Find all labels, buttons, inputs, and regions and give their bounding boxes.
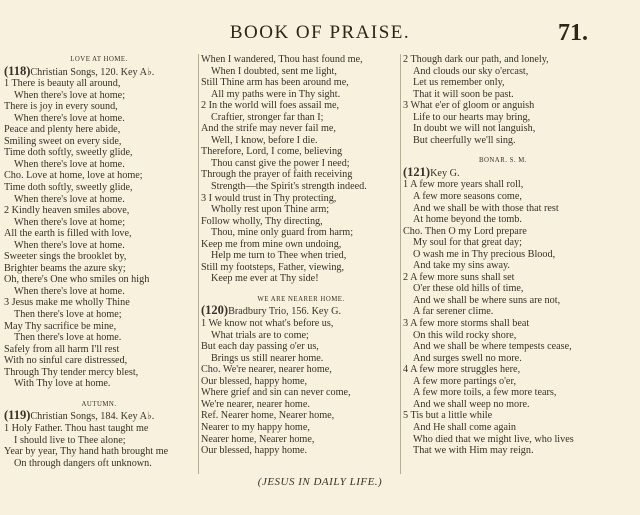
verse-line: Cho. We're nearer, nearer home, <box>201 364 332 376</box>
verse-line: Let us remember only, <box>413 77 505 89</box>
verse-line: Time doth softly, sweetly glide, <box>4 147 133 159</box>
verse-line: 1 There is beauty all around, <box>4 78 121 90</box>
verse-line: When there's love at home. <box>14 239 125 251</box>
hymn-number: (120) <box>201 303 229 318</box>
verse-line: Thou canst give the power I need; <box>211 157 350 169</box>
verse-line: 3 What e'er of gloom or anguish <box>403 100 535 112</box>
verse-line: O wash me in Thy precious Blood, <box>413 248 556 260</box>
verse-line: Peace and plenty here abide, <box>4 124 121 136</box>
verse-line: But each day passing o'er us, <box>201 341 319 353</box>
verse-line: 2 Kindly heaven smiles above, <box>4 205 130 217</box>
verse-line: And we shall be where suns are not, <box>413 294 561 306</box>
verse-line: Brighter beams the azure sky; <box>4 262 126 274</box>
spacer <box>201 285 401 294</box>
verse-line: With Thy love at home. <box>14 378 111 390</box>
verse-line: Still Thine arm has been around me, <box>201 77 349 89</box>
hymn-header <box>403 164 603 180</box>
hymn-header <box>201 305 401 318</box>
verse-line: Strength—the Spirit's strength indeed. <box>211 181 367 193</box>
verse-line: A few more toils, a few more tears, <box>413 387 557 399</box>
verse-line: In doubt we will not languish, <box>413 123 536 135</box>
verse-line: Sweeter sings the brooklet by, <box>4 251 127 263</box>
verse-line: With no sinful care distressed, <box>4 355 128 367</box>
verse-line: And take my sins away. <box>413 260 510 272</box>
verse-line: Oh, there's One who smiles on high <box>4 274 150 286</box>
spacer <box>403 146 603 155</box>
verse-line: When there's love at home. <box>14 112 125 124</box>
verse-line: Nearer to my happy home, <box>201 421 310 433</box>
verse-line: When there's love at home; <box>14 89 126 101</box>
verse-line: Through Thy tender mercy blest, <box>4 366 139 378</box>
column-3 <box>403 54 603 457</box>
hymn-source: Christian Songs, 120. Key A♭. <box>30 66 155 78</box>
hymn-number: (118) <box>4 63 31 78</box>
verse-line: But cheerfully we'll sing. <box>413 134 516 146</box>
verse-line: Nearer home, Nearer home, <box>201 433 315 445</box>
verse-line: Wholly rest upon Thine arm; <box>211 204 330 216</box>
verse-line: When I wandered, Thou hast found me, <box>201 54 363 65</box>
verse-line: Therefore, Lord, I come, believing <box>201 146 343 158</box>
verse-line: We're nearer, nearer home. <box>201 398 310 410</box>
verse-line: Craftier, stronger far than I; <box>211 111 324 123</box>
verse-line: Brings us still nearer home. <box>211 352 324 364</box>
verse-line: O'er these old hills of time, <box>413 283 524 295</box>
verse-line: May Thy sacrifice be mine, <box>4 320 117 332</box>
verse-line: I should live to Thee alone; <box>14 434 126 446</box>
verse-line: 3 Jesus make me wholly Thine <box>4 297 130 309</box>
hymn-source: Bradbury Trio, 156. Key G. <box>228 306 341 318</box>
page-footer: (JESUS IN DAILY LIFE.) <box>257 476 383 488</box>
verse-line: When there's love at home. <box>14 158 125 170</box>
column-divider <box>198 54 199 474</box>
verse-line: 3 A few more storms shall beat <box>403 318 530 330</box>
verse-line: Our blessed, happy home. <box>201 445 308 457</box>
verse-line: My soul for that great day; <box>413 237 522 249</box>
verse-line: Our blessed, happy home, <box>201 375 308 387</box>
verse-line: Life to our hearts may bring, <box>413 111 531 123</box>
verse-line: 2 Though dark our path, and lonely, <box>403 54 549 65</box>
verse-line: Thou, mine only guard from harm; <box>211 227 354 239</box>
verse-line: 4 A few more struggles here, <box>403 364 521 376</box>
verse-line: Well, I know, before I die. <box>211 134 318 146</box>
verse-line: And we shall be with those that rest <box>413 202 559 214</box>
verse-line: All the earth is filled with love, <box>4 228 132 240</box>
verse-line: When there's love at home. <box>14 285 125 297</box>
hymn-source: Christian Songs, 184. Key A♭. <box>30 411 155 423</box>
verse-line: When there's love at home. <box>14 193 125 205</box>
verse-line: Still my footsteps, Father, viewing, <box>201 261 345 273</box>
verse-line: And the strife may never fail me, <box>201 123 336 135</box>
page-title: BOOK OF PRAISE. <box>229 22 411 43</box>
verse-line: Then there's love at home; <box>14 309 122 321</box>
column-1 <box>4 54 194 469</box>
verse-line: When I doubted, sent me light, <box>211 65 337 77</box>
verse-line: A far serener clime. <box>413 306 494 318</box>
hymn-title: BONAR. S. M. <box>478 157 528 165</box>
hymn-number: (119) <box>4 408 31 423</box>
verse-line: And we shall be where tempests cease, <box>413 341 572 353</box>
verse-line: Safely from all harm I'll rest <box>4 343 120 355</box>
hymn-header <box>4 410 194 423</box>
hymn-source: Key G. <box>430 167 460 179</box>
verse-line: Ref. Nearer home, Nearer home, <box>201 410 335 422</box>
verse-line: On this wild rocky shore, <box>413 329 517 341</box>
verse-line: 1 We know not what's before us, <box>201 318 334 330</box>
verse-line: That we with Him may reign. <box>413 445 534 457</box>
verse-line: Where grief and sin can never come, <box>201 387 351 399</box>
verse-line: Help me turn to Thee when tried, <box>211 250 347 262</box>
hymn-title: LOVE AT HOME. <box>70 56 128 63</box>
verse-line: Time doth softly, sweetly glide, <box>4 182 133 194</box>
column-2 <box>201 54 401 457</box>
verse-line: And clouds our sky o'ercast, <box>413 65 529 77</box>
verse-line: What trials are to come; <box>211 329 309 341</box>
page-number: 71. <box>558 20 588 46</box>
verse-line: And He shall come again <box>413 421 516 433</box>
verse-line: A few more seasons come, <box>413 191 522 203</box>
verse-line: Cho. Then O my Lord prepare <box>403 225 527 237</box>
verse-line: A few more partings o'er, <box>413 375 516 387</box>
verse-line: At home beyond the tomb. <box>413 214 522 226</box>
verse-line: Smiling sweet on every side, <box>4 135 122 147</box>
verse-line: 3 I would trust in Thy protecting, <box>201 192 337 204</box>
verse-line: Year by year, Thy hand hath brought me <box>4 446 169 458</box>
spacer <box>4 390 194 399</box>
hymn-header <box>4 63 194 79</box>
verse-line: 1 A few more years shall roll, <box>403 179 524 191</box>
verse-line: On through dangers oft unknown. <box>14 457 152 469</box>
verse-line: Keep me from mine own undoing, <box>201 238 342 250</box>
verse-line: Follow wholly, Thy directing, <box>201 215 323 227</box>
verse-line: 2 A few more suns shall set <box>403 271 515 283</box>
verse-line: Who died that we might live, who lives <box>413 433 574 445</box>
verse-line: That it will soon be past. <box>413 88 514 100</box>
verse-line: Then there's love at home. <box>14 332 122 344</box>
verse-line: Cho. Love at home, love at home; <box>4 170 143 182</box>
verse-line: 2 In the world will foes assail me, <box>201 100 340 112</box>
verse-line: 5 Tis but a little while <box>403 410 493 422</box>
column-divider <box>400 54 401 474</box>
verse-line: There is joy in every sound, <box>4 101 118 113</box>
verse-line: And we shall weep no more. <box>413 398 530 410</box>
hymn-number: (121) <box>403 164 431 179</box>
hymn-title: WE ARE NEARER HOME. <box>257 295 345 303</box>
verse-line: When there's love at home; <box>14 216 126 228</box>
hymn-title: AUTUMN. <box>81 400 117 408</box>
verse-line: 1 Holy Father. Thou hast taught me <box>4 422 149 434</box>
verse-line: All my paths were in Thy sight. <box>211 88 341 100</box>
verse-line: And surges swell no more. <box>413 352 522 364</box>
verse-line: Through the prayer of faith receiving <box>201 169 353 181</box>
verse-line: Keep me ever at Thy side! <box>211 273 319 285</box>
